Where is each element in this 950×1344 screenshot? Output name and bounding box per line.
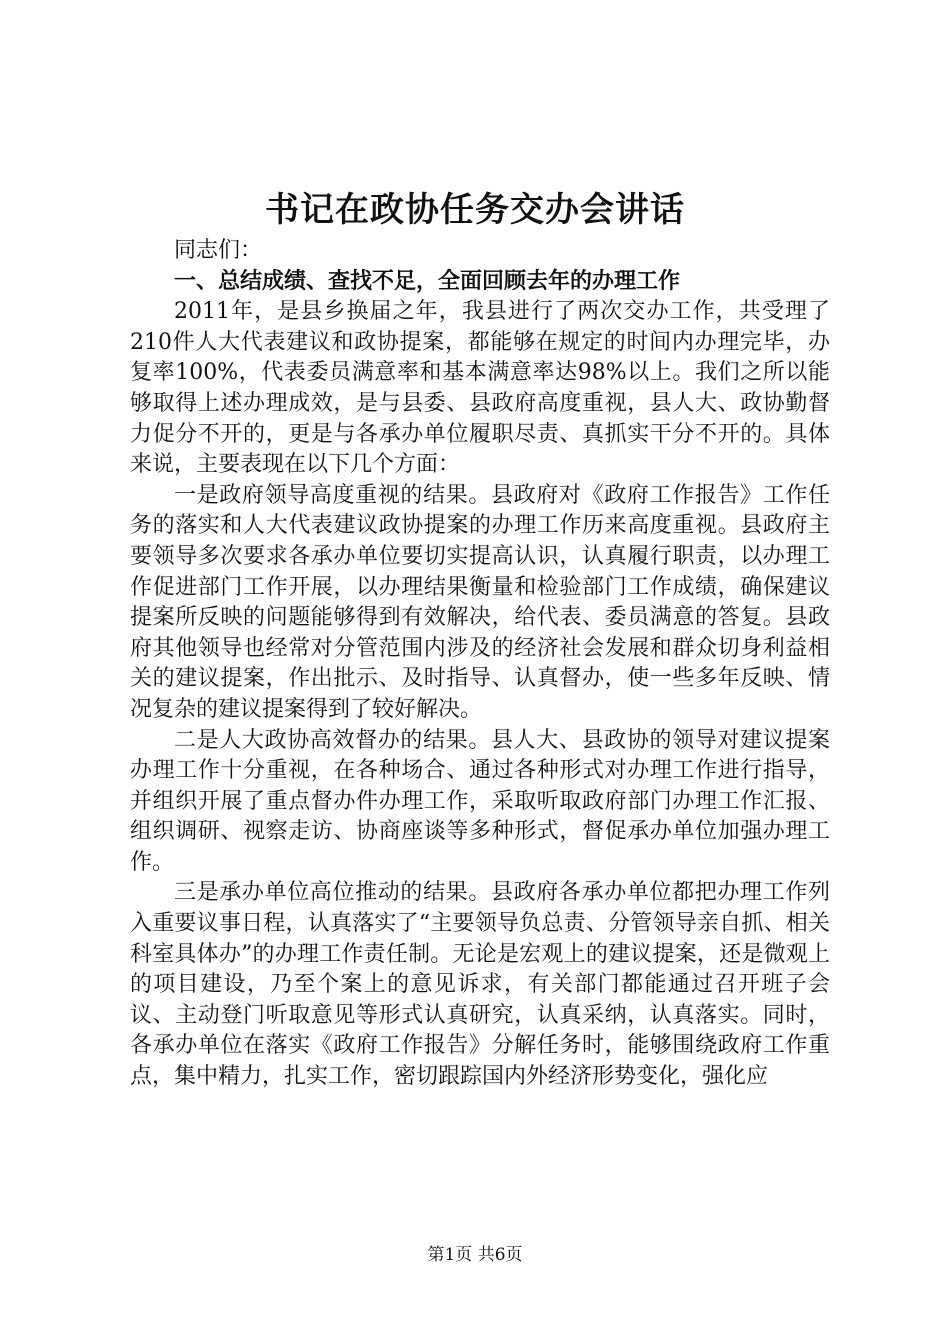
paragraph: 三是承办单位高位推动的结果。县政府各承办单位都把办理工作列入重要议事日程，认真落实了“主要领导负总责、分管领导亲自抓、相关科室具体办”的办理工作责任制。无论是宏观上的建议提案，还是微观上的项目建设，乃至个案上的意见诉求，有关部门都能通过召开班子会议、主动登门听取意见等形式认真研究，认真采纳，认真落实。同时，各承办单位在落实《政府工作报告》分解任务时，能够围绕政府工作重点，集中精力，扎实工作，密切跟踪国内外经济形势变化，强化应 [130,880,830,1090]
paragraph: 一是政府领导高度重视的结果。县政府对《政府工作报告》工作任务的落实和人大代表建议政协提案的办理工作历来高度重视。县政府主要领导多次要求各承办单位要切实提高认识，认真履行职责，以办理工作促进部门工作开展，以办理结果衡量和检验部门工作成绩，确保建议提案所反映的问题能够得到有效解决，给代表、委员满意的答复。县政府其他领导也经常对分管范围内涉及的经济社会发展和群众切身利益相关的建议提案，作出批示、及时指导、认真督办，使一些多年反映、情况复杂的建议提案得到了较好解决。 [130,482,830,722]
document-title: 书记在政协任务交办会讲话 [265,190,685,230]
document-body [130,236,830,1093]
paragraph: 二是人大政协高效督办的结果。县人大、县政协的领导对建议提案办理工作十分重视，在各种场合、通过各种形式对办理工作进行指导，并组织开展了重点督办件办理工作，采取听取政府部门办理工作汇报、组织调研、视察走访、协商座谈等多种形式，督促承办单位加强办理工作。 [130,727,830,875]
page-indicator: 第1页 共6页 [427,1245,523,1265]
salutation: 同志们： [174,238,263,263]
paragraph: 2011年，是县乡换届之年，我县进行了两次交办工作，共受理了210件人大代表建议和政协提案，都能够在规定的时间内办理完毕，办复率100%，代表委员满意率和基本满意率达98%以上。我们之所以能够取得上述办理成效，是与县委、县政府高度重视，县人大、政协勤督力促分不开的，更是与各承办单位履职尽责、真抓实干分不开的。具体来说，主要表现在以下几个方面： [130,299,830,478]
section-heading: 一、总结成绩、查找不足，全面回顾去年的办理工作 [174,268,681,294]
